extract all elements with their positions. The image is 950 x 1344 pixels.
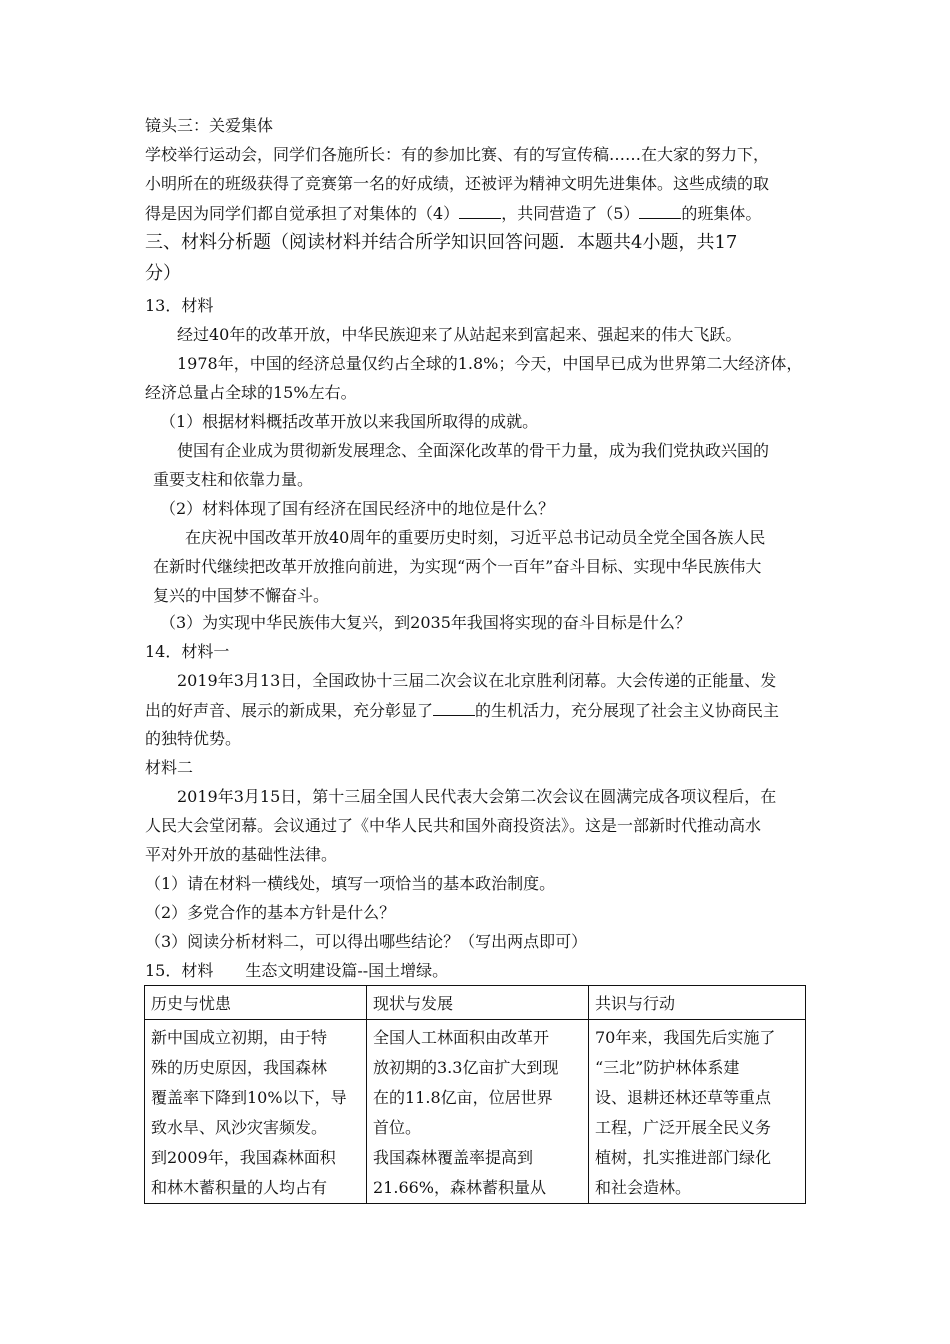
table-cell-action: [589, 1020, 806, 1204]
table-cell-history: [145, 1020, 367, 1204]
question-14-2: （2）多党合作的基本方针是什么？: [145, 903, 396, 922]
question-14-title: 14．材料一: [145, 642, 230, 661]
question-14-1: （1）请在材料一横线处，填写一项恰当的基本政治制度。: [145, 874, 556, 893]
cell-line: 70年来，我国先后实施了: [595, 1028, 776, 1047]
fill-in-line: [145, 203, 761, 224]
text-segment: 出的好声音、展示的新成果，充分彰显了: [145, 701, 434, 720]
text-line: 小明所在的班级获得了竞赛第一名的好成绩，还被评为精神文明先进集体。这些成绩的取: [145, 174, 770, 193]
question-15-title: 15．材料 生态文明建设篇--国土增绿。: [145, 961, 449, 980]
answer-blank-5[interactable]: [639, 203, 681, 219]
question-13-3: （3）为实现中华民族伟大复兴，到2035年我国将实现的奋斗目标是什么？: [160, 613, 691, 632]
text-line: 的独特优势。: [145, 729, 242, 748]
cell-line: 致水旱、风沙灾害频发。: [151, 1118, 328, 1137]
cell-line: 在的11.8亿亩，位居世界: [373, 1088, 553, 1107]
cell-line: 植树，扎实推进部门绿化: [595, 1148, 772, 1167]
question-14-3: （3）阅读分析材料二，可以得出哪些结论？（写出两点即可）: [145, 932, 588, 951]
cell-line: 工程，广泛开展全民义务: [595, 1118, 772, 1137]
text-line: 学校举行运动会，同学们各施所长：有的参加比赛、有的写宣传稿……在大家的努力下，: [145, 145, 770, 164]
cell-line: 和社会造林。: [595, 1178, 692, 1197]
question-13-1: （1）根据材料概括改革开放以来我国所取得的成就。: [160, 412, 539, 431]
question-13-title: 13．材料: [145, 296, 214, 315]
table-header: 共识与行动: [589, 986, 806, 1020]
table-row: [145, 986, 806, 1020]
text-segment: 得是因为同学们都自觉承担了对集体的（4）: [145, 204, 460, 223]
text-line: 经过40年的改革开放，中华民族迎来了从站起来到富起来、强起来的伟大飞跃。: [177, 325, 742, 344]
cell-line: 21.66%，森林蓄积量从: [373, 1178, 547, 1197]
cell-line: 首位。: [373, 1118, 422, 1137]
cell-line: 全国人工林面积由改革开: [373, 1028, 550, 1047]
cell-line: 新中国成立初期，由于特: [151, 1028, 328, 1047]
fill-in-line: [145, 700, 779, 721]
table-row: [145, 1020, 806, 1204]
cell-line: 我国森林覆盖率提高到: [373, 1148, 534, 1167]
answer-blank-4[interactable]: [459, 203, 501, 219]
cell-line: 放初期的3.3亿亩扩大到现: [373, 1058, 559, 1077]
answer-blank[interactable]: [433, 700, 475, 716]
cell-line: 到2009年，我国森林面积: [151, 1148, 336, 1167]
text-line: 2019年3月13日，全国政协十三届二次会议在北京胜利闭幕。大会传递的正能量、发: [177, 671, 777, 690]
text-line: 在新时代继续把改革开放推向前进，为实现“两个一百年”奋斗目标、实现中华民族伟大: [153, 557, 762, 576]
cell-line: 和林木蓄积量的人均占有: [151, 1178, 328, 1197]
text-line: 使国有企业成为贯彻新发展理念、全面深化改革的骨干力量，成为我们党执政兴国的: [177, 441, 770, 460]
text-segment: 的生机活力，充分展现了社会主义协商民主: [475, 701, 780, 720]
text-line: 人民大会堂闭幕。会议通过了《中华人民共和国外商投资法》。这是一部新时代推动高水: [145, 816, 762, 835]
question-13-2: （2）材料体现了国有经济在国民经济中的地位是什么？: [160, 499, 555, 518]
cell-line: 殊的历史原因，我国森林: [151, 1058, 328, 1077]
table-header: 现状与发展: [367, 986, 589, 1020]
text-segment: 的班集体。: [681, 204, 762, 223]
section-3-heading: 三、材料分析题（阅读材料并结合所学知识回答问题．本题共4小题，共17: [145, 232, 738, 253]
material-table: [144, 985, 806, 1204]
cell-line: 设、退耕还林还草等重点: [595, 1088, 772, 1107]
material-2-title: 材料二: [145, 758, 194, 777]
text-line: 经济总量占全球的15%左右。: [145, 383, 357, 402]
text-segment: ，共同营造了（5）: [501, 204, 640, 223]
cell-line: 覆盖率下降到10%以下，导: [151, 1088, 347, 1107]
table-header: 历史与忧患: [145, 986, 367, 1020]
scene-3-title: 镜头三：关爱集体: [145, 116, 274, 135]
text-line: 1978年，中国的经济总量仅约占全球的1.8%；今天，中国早已成为世界第二大经济体，: [177, 354, 803, 373]
text-line: 平对外开放的基础性法律。: [145, 845, 338, 864]
text-line: 2019年3月15日，第十三届全国人民代表大会第二次会议在圆满完成各项议程后，在: [177, 787, 777, 806]
cell-line: “三北”防护林体系建: [595, 1058, 740, 1077]
text-line: 在庆祝中国改革开放40周年的重要历史时刻，习近平总书记动员全党全国各族人民: [185, 528, 766, 547]
text-line: 复兴的中国梦不懈奋斗。: [153, 586, 330, 605]
text-line: 重要支柱和依靠力量。: [153, 470, 314, 489]
table-cell-status: [367, 1020, 589, 1204]
section-3-heading-cont: 分）: [145, 263, 181, 284]
